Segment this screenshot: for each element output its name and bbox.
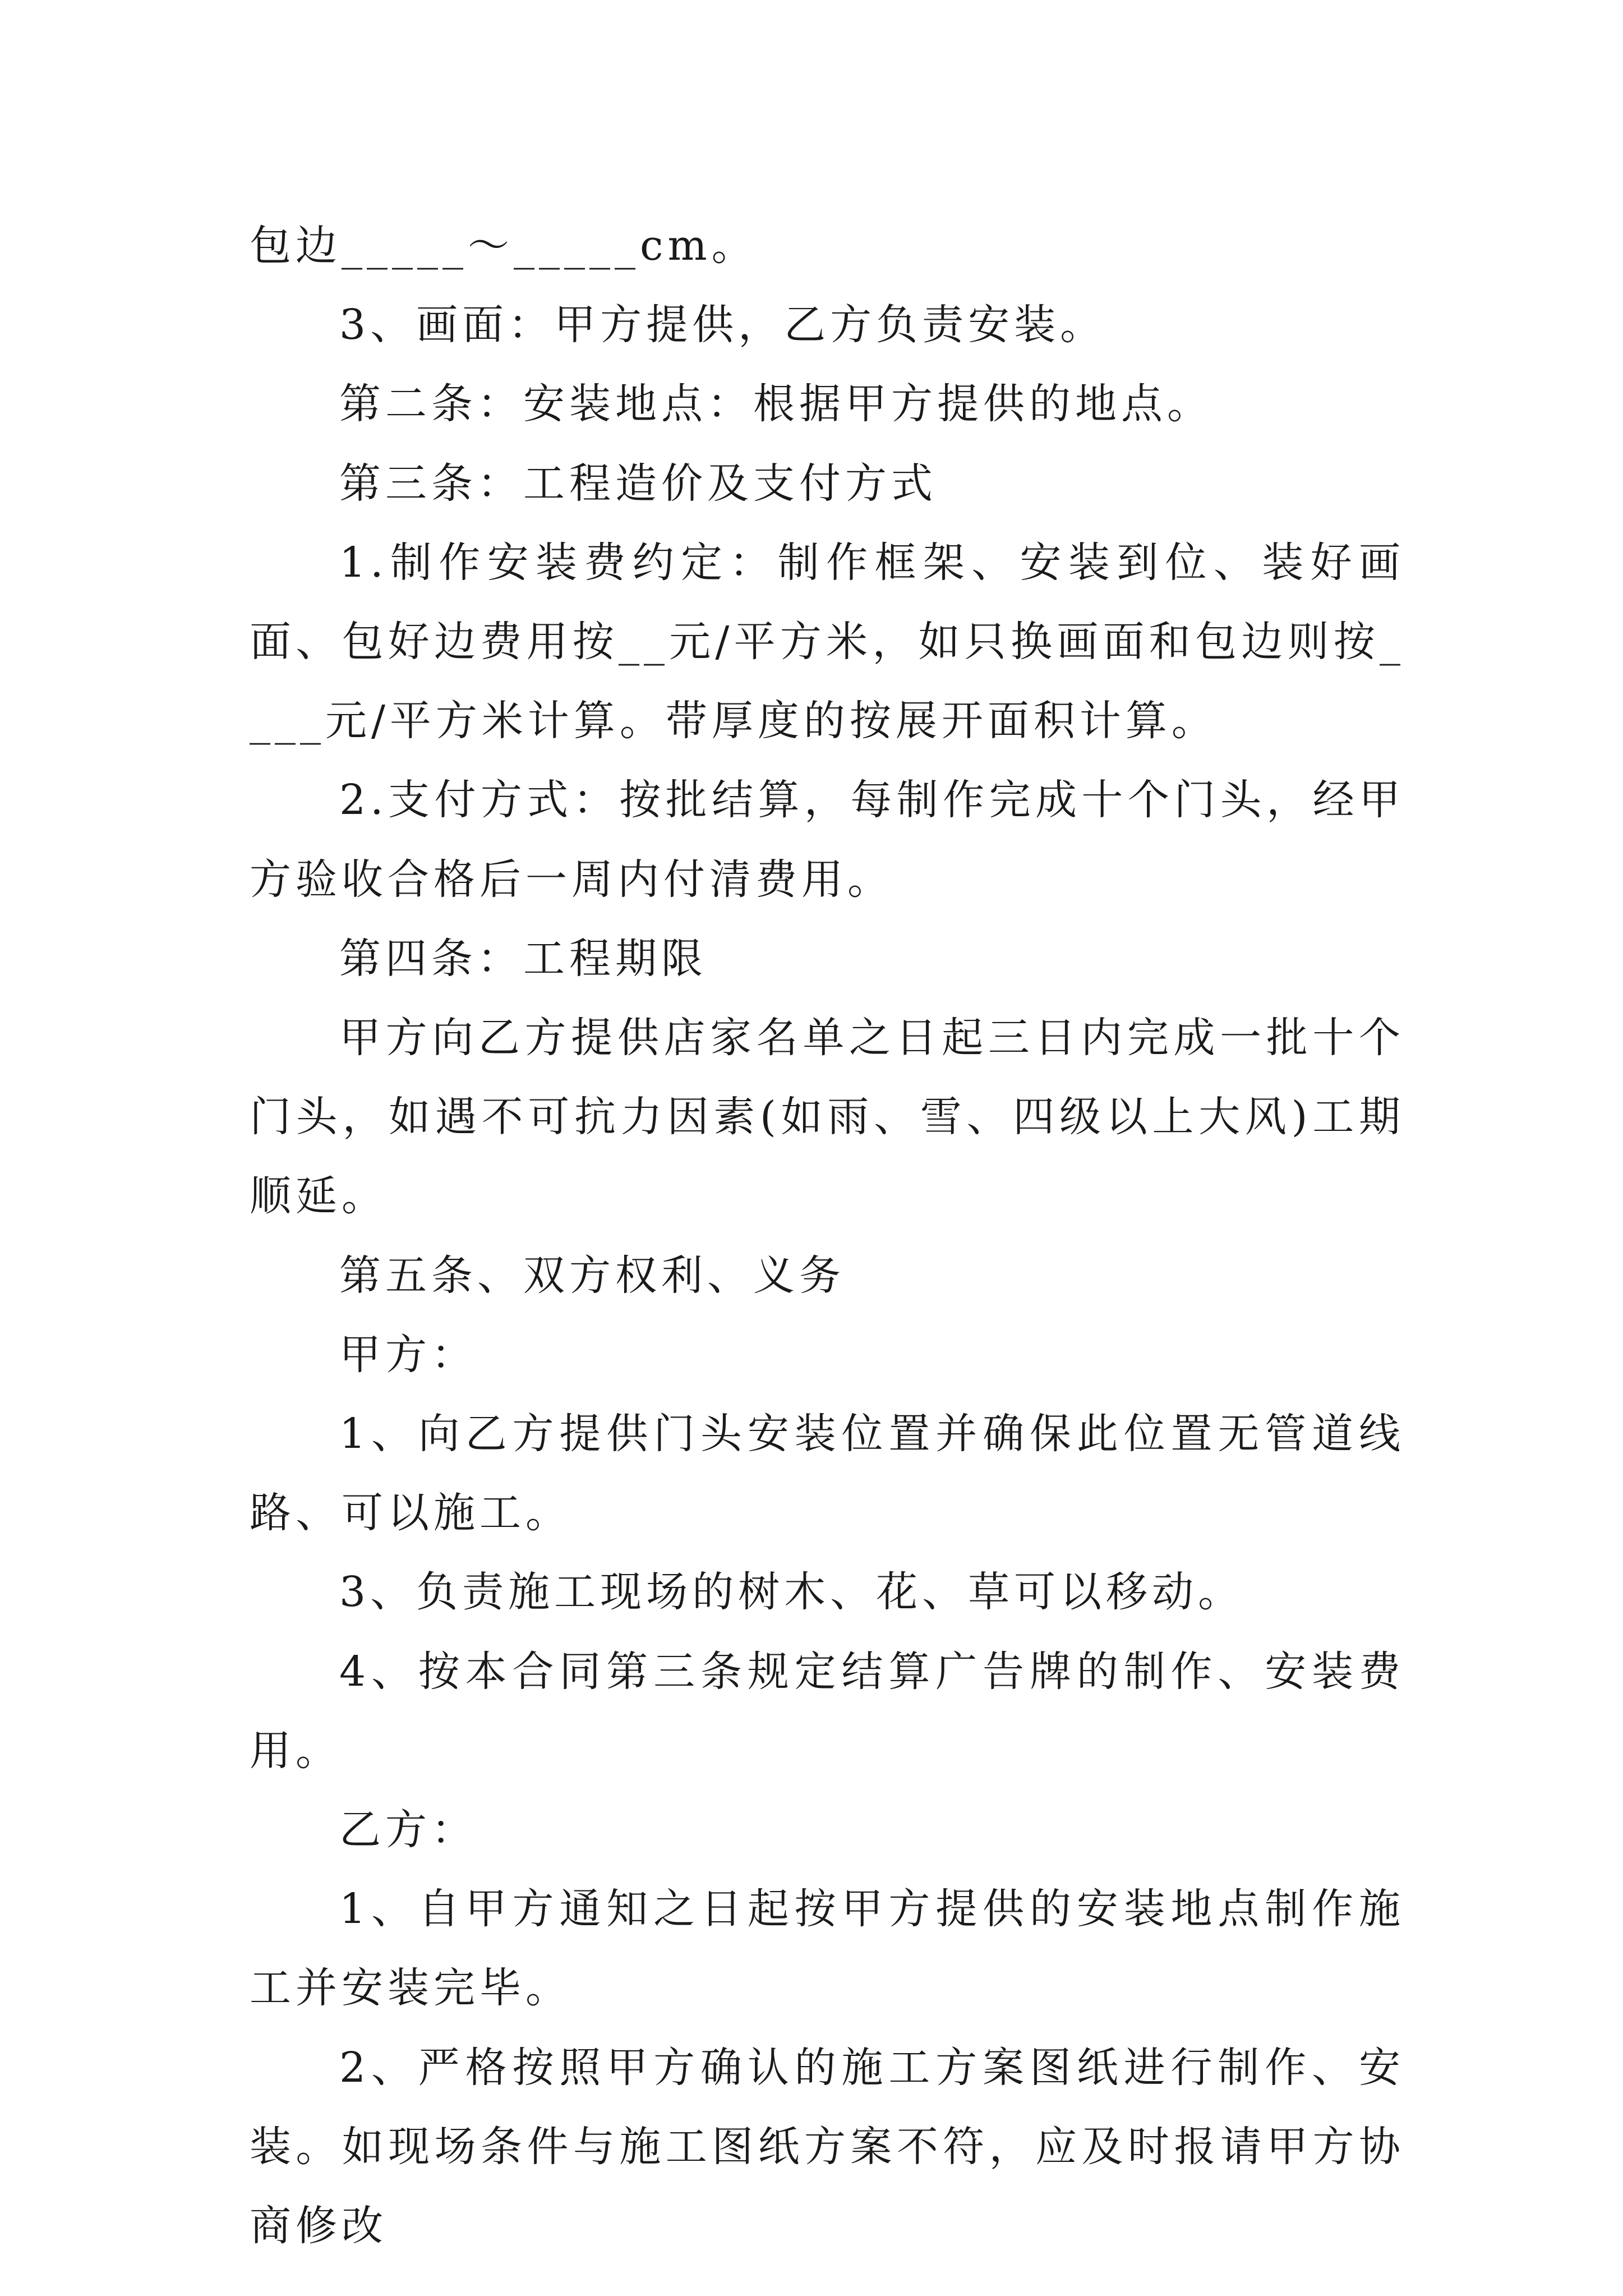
paragraph-schedule: 甲方向乙方提供店家名单之日起三日内完成一批十个门头，如遇不可抗力因素(如雨、雪、四级以上大风)工期顺延。 [250, 1014, 1405, 1221]
paragraph-image-supply: 3、画面：甲方提供，乙方负责安装。 [339, 301, 1106, 349]
party-b-item-2: 2、严格按照甲方确认的施工方案图纸进行制作、安装。如现场条件与施工图纸方案不符，应及时报请甲方协商修改 [250, 2043, 1405, 2251]
paragraph-fee-agreement: 1.制作安装费约定：制作框架、安装到位、装好画面、包好边费用按__元/平方米，如只换画面和包边则按____元/平方米计算。带厚度的按展开面积计算。 [250, 538, 1405, 746]
article-3-heading: 第三条：工程造价及支付方式 [339, 459, 937, 508]
party-b-heading: 乙方： [339, 1806, 477, 1855]
party-a-heading: 甲方： [339, 1330, 477, 1379]
article-4-heading: 第四条：工程期限 [339, 934, 707, 983]
document-body [250, 206, 1405, 2266]
party-a-item-4: 4、按本合同第三条规定结算广告牌的制作、安装费用。 [250, 1647, 1405, 1775]
paragraph-payment-method: 2.支付方式：按批结算，每制作完成十个门头，经甲方验收合格后一周内付清费用。 [250, 776, 1405, 904]
article-2-location: 第二条：安装地点：根据甲方提供的地点。 [339, 380, 1213, 429]
article-5-heading: 第五条、双方权利、义务 [339, 1251, 845, 1300]
party-a-item-3: 3、负责施工现场的树木、花、草可以移动。 [339, 1568, 1244, 1617]
party-b-item-1: 1、自甲方通知之日起按甲方提供的安装地点制作施工并安装完毕。 [250, 1885, 1405, 2013]
party-a-item-1: 1、向乙方提供门头安装位置并确保此位置无管道线路、可以施工。 [250, 1410, 1405, 1538]
paragraph-edge-wrap: 包边_____～_____cm。 [250, 222, 758, 270]
